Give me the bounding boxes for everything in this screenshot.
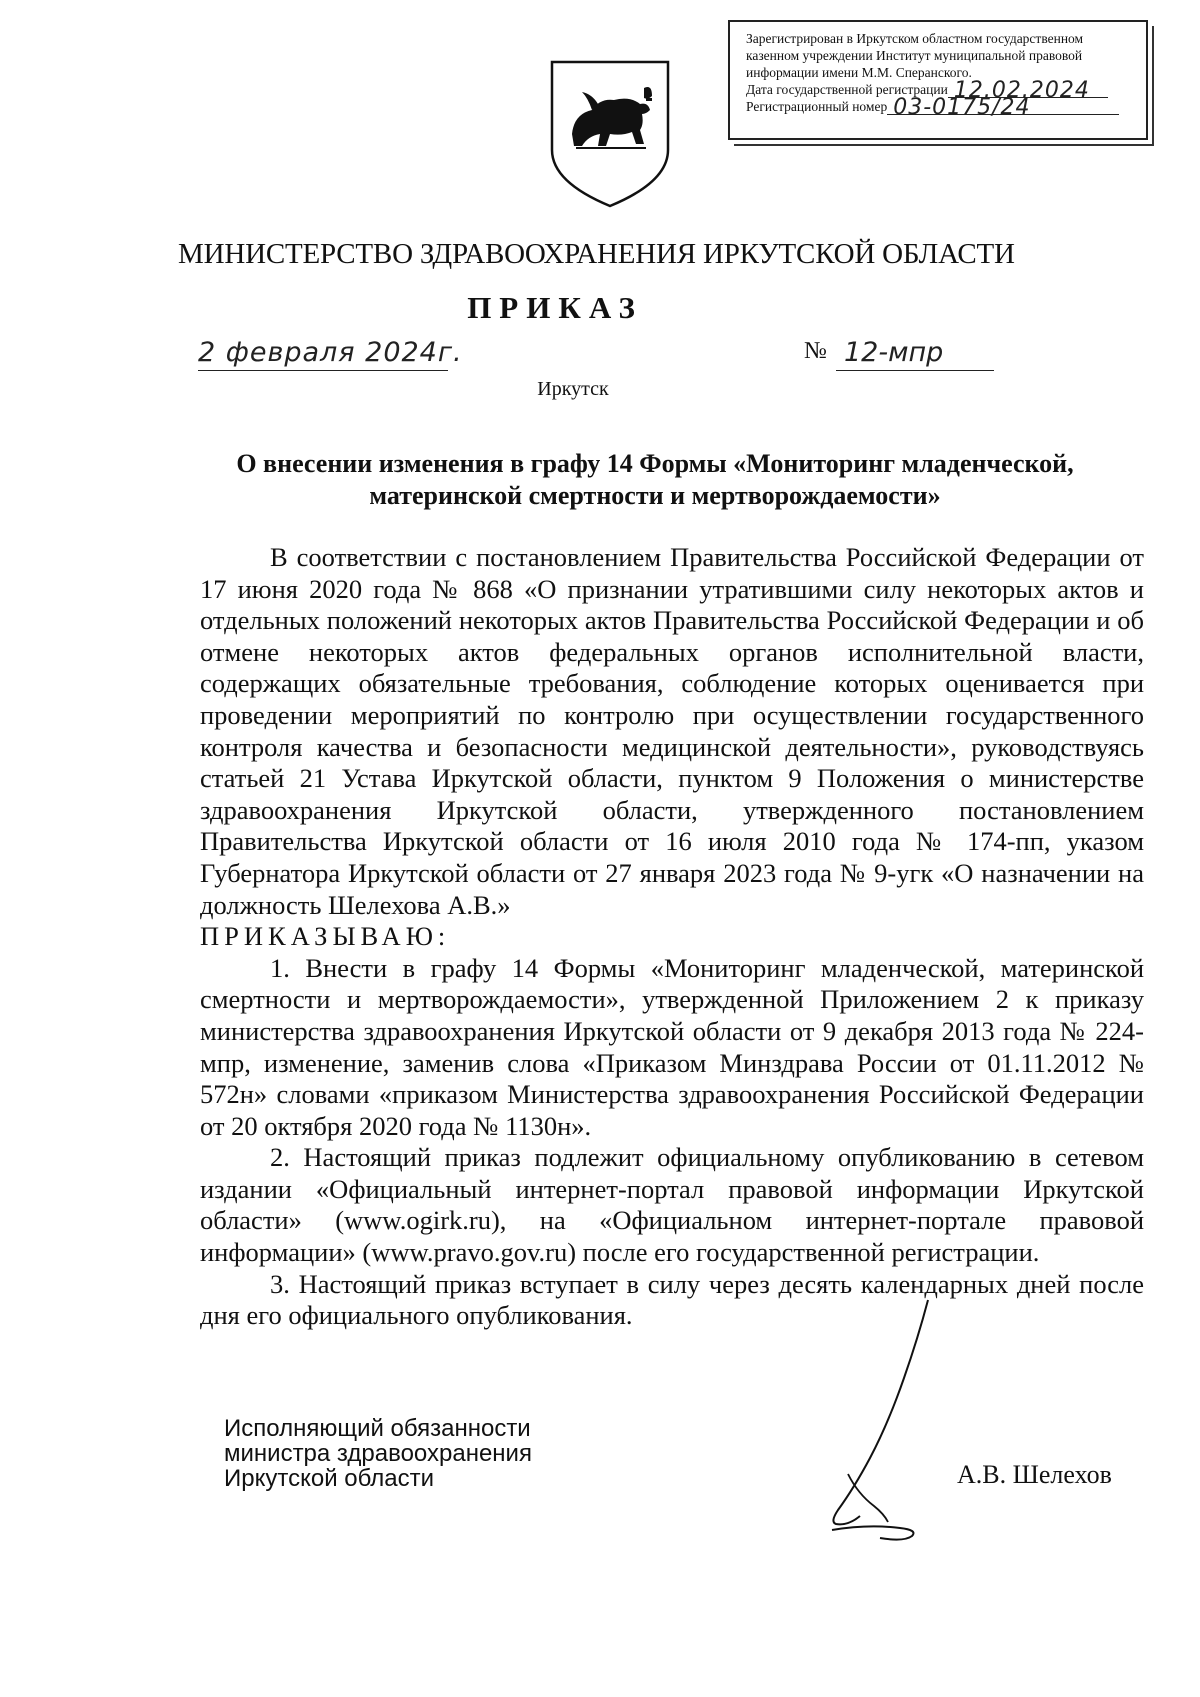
order-number-label: № bbox=[804, 338, 827, 364]
order-heading: ПРИКАЗ bbox=[467, 290, 643, 325]
registration-stamp bbox=[728, 20, 1148, 140]
signer-name: А.В. Шелехов bbox=[957, 1460, 1112, 1489]
ministry-title: МИНИСТЕРСТВО ЗДРАВООХРАНЕНИЯ ИРКУТСКОЙ ОБЛАСТИ bbox=[178, 238, 1015, 270]
order-number-field bbox=[836, 336, 994, 371]
order-item-2: 2. Настоящий приказ подлежит официальному опубликованию в сетевом издании «Официальный интернет-портал правовой информации Иркутской области» (www.ogirk.ru), на «Официальном интернет-портале правовой информации» (www.pravo.gov.ru) после его государственной регистрации. bbox=[200, 1142, 1144, 1268]
order-word: ПРИКАЗЫВАЮ: bbox=[200, 921, 451, 952]
registration-number-label: Регистрационный номер bbox=[746, 99, 888, 114]
registration-line: информации имени М.М. Сперанского. bbox=[746, 65, 972, 80]
city: Иркутск bbox=[537, 378, 609, 400]
registration-number-handwritten: 03-0175/24 bbox=[893, 95, 1031, 120]
handwritten-signature bbox=[808, 1298, 968, 1548]
registration-date-handwritten: 12.02.2024 bbox=[953, 78, 1090, 103]
signer-position-line: Исполняющий обязанности bbox=[224, 1415, 531, 1442]
registration-line: Зарегистрирован в Иркутском областном государственном bbox=[746, 31, 1084, 46]
order-item-3: 3. Настоящий приказ вступает в силу через десять календарных дней после дня его официального опубликования. bbox=[200, 1268, 1144, 1331]
registration-date-label: Дата государственной регистрации bbox=[746, 82, 948, 97]
order-date-field bbox=[198, 336, 463, 371]
order-date-handwritten: 2 февраля 2024г. bbox=[198, 337, 463, 368]
document-subject bbox=[180, 448, 1130, 512]
registration-line: казенном учреждении Институт муниципальной правовой bbox=[746, 48, 1083, 63]
signer-position-line: министра здравоохранения bbox=[224, 1440, 532, 1467]
signer-position bbox=[224, 1416, 532, 1491]
coat-of-arms bbox=[548, 58, 672, 208]
preamble-paragraph: В соответствии с постановлением Правительства Российской Федерации от 17 июня 2020 года № 868 «О признании утратившими силу некоторых актов и отдельных положений некоторых актов Правительства Российской Федерации и об отмене некоторых актов федеральных органов исполнительной власти, содержащих обязательные требования, соблюдение которых оценивается при проведении мероприятий по контролю при осуществлении государственного контроля качества и безопасности медицинской деятельности», руководствуясь статьей 21 Устава Иркутской области, пунктом 9 Положения о министерстве здравоохранения Иркутской области, утвержденного постановлением Правительства Иркутской области от 16 июля 2010 года № 174-пп, указом Губернатора Иркутской области от 27 января 2023 года № 9-угк «О назначении на должность Шелехова А.В.» bbox=[200, 542, 1144, 920]
order-number-handwritten: 12-мпр bbox=[844, 337, 944, 368]
signer-position-line: Иркутской области bbox=[224, 1465, 435, 1492]
registration-number-row bbox=[746, 95, 1136, 120]
order-item-1: 1. Внести в графу 14 Формы «Мониторинг младенческой, материнской смертности и мертворождаемости», утвержденной Приложением 2 к приказу министерства здравоохранения Иркутской области от 9 декабря 2013 года № 224-мпр, изменение, заменив слова «Приказом Минздрава России от 01.11.2012 № 572н» словами «приказом Министерства здравоохранения Российской Федерации от 20 октября 2020 года № 1130н». bbox=[200, 952, 1144, 1141]
subject-line: материнской смертности и мертворождаемости» bbox=[369, 481, 941, 510]
document-body bbox=[200, 542, 1144, 1332]
registration-number-field bbox=[887, 95, 1119, 120]
subject-line: О внесении изменения в графу 14 Формы «Мониторинг младенческой, bbox=[236, 449, 1074, 478]
